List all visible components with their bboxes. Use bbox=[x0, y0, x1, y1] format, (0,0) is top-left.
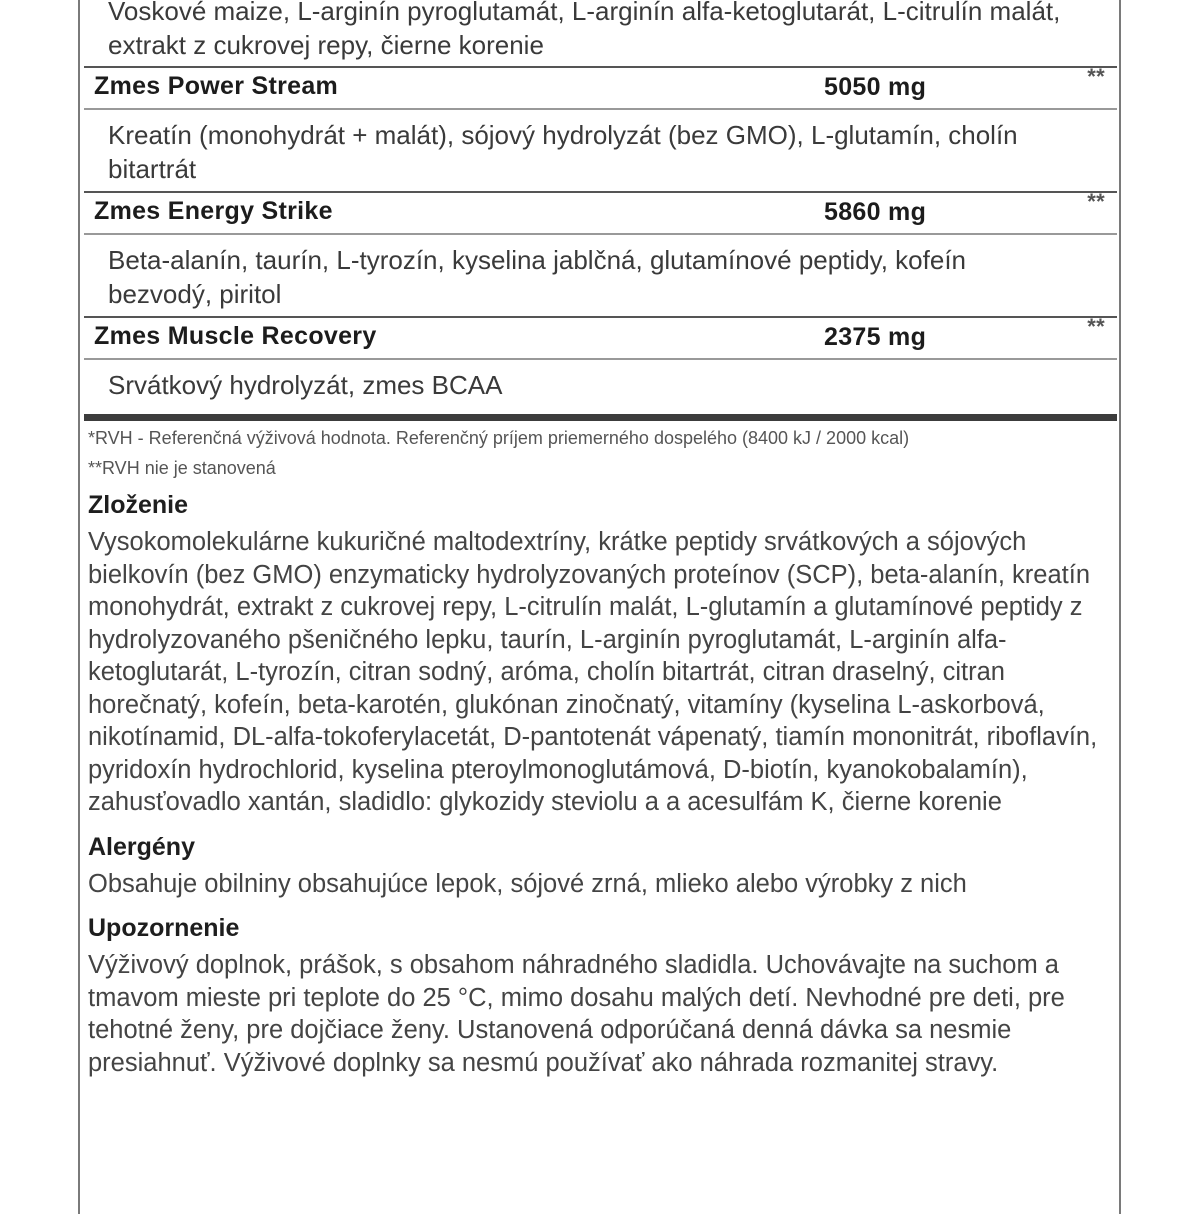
blend-description: Srvátkový hydrolyzát, zmes BCAA bbox=[108, 370, 503, 400]
footnote-rvh: *RVH - Referenčná výživová hodnota. Referenčný príjem priemerného dospelého (8400 kJ / 2000 kcal) bbox=[88, 428, 910, 448]
table-row bbox=[84, 66, 1117, 110]
rvh-mark: ** bbox=[1087, 189, 1105, 214]
blend-name: Zmes Muscle Recovery bbox=[94, 322, 377, 350]
blend-name: Zmes Power Stream bbox=[94, 72, 339, 100]
nutrition-table bbox=[84, 0, 1117, 421]
rvh-mark: ** bbox=[1087, 314, 1105, 339]
blend-description: Kreatín (monohydrát + malát), sójový hydrolyzát (bez GMO), L-glutamín, cholín bitartrát bbox=[108, 120, 1018, 184]
rvh-mark: ** bbox=[1087, 64, 1105, 89]
footnote-not-established: **RVH nie je stanovená bbox=[88, 458, 276, 478]
footnotes bbox=[80, 421, 1119, 481]
table-row bbox=[84, 191, 1117, 235]
blend-amount: 2375 mg bbox=[824, 323, 927, 351]
allergens-heading: Alergény bbox=[88, 832, 195, 861]
blend-description: Beta-alanín, taurín, L-tyrozín, kyselina jablčná, glutamínové peptidy, kofeín bezvodý, piritol bbox=[108, 245, 966, 309]
warning-text: Výživový doplnok, prášok, s obsahom náhradného sladidla. Uchovávajte na suchom a tmavom mieste pri teplote do 25 °C, mimo dosahu malých detí. Nevhodné pre deti, pre tehotné ženy, pre dojčiace ženy. Ustanovená odporúčaná denná dávka sa nesmie presiahnuť. Výživové doplnky sa nesmú používať ako náhrada rozmanitej stravy. bbox=[88, 951, 1065, 1077]
blend-amount: 5050 mg bbox=[824, 73, 927, 101]
composition-text: Vysokomolekulárne kukuričné maltodextríny, krátke peptidy srvátkových a sójových bielkovín (bez GMO) enzymaticky hydrolyzovaných proteínov (SCP), beta-alanín, kreatín monohydrát, extrakt z cukrovej repy, L-citrulín malát, L-glutamín a glutamínové peptidy z hydrolyzovaného pšeničného lepku, taurín, L-arginín pyroglutamát, L-arginín alfa-ketoglutarát, L-tyrozín, citran sodný, aróma, cholín bitartrát, citran draselný, citran horečnatý, kofeín, beta-karotén, glukónan zinočnatý, vitamíny (kyselina L-askorbová, nikotínamid, DL-alfa-tokoferylacetát, D-pantotenát vápenatý, tiamín mononitrát, riboflavín, pyridoxín hydrochlorid, kyselina pteroylmonoglutámová, D-biotín, kyanokobalamín), zahusťovadlo xantán, sladidlo: glykozidy steviolu a a acesulfám K, čierne korenie bbox=[88, 528, 1098, 816]
blend-amount: 5860 mg bbox=[824, 198, 927, 226]
allergens-text: Obsahuje obilniny obsahujúce lepok, sójové zrná, mlieko alebo výrobky z nich bbox=[88, 869, 967, 898]
warning-heading: Upozornenie bbox=[88, 914, 240, 942]
blend-name: Zmes Energy Strike bbox=[94, 197, 333, 225]
blend-description: Voskové maize, L-arginín pyroglutamát, L-arginín alfa-ketoglutarát, L-citrulín malát, extrakt z cukrovej repy, čierne korenie bbox=[108, 0, 1061, 60]
composition-heading: Zloženie bbox=[88, 491, 189, 519]
label-panel bbox=[78, 0, 1121, 1214]
table-row bbox=[84, 316, 1117, 360]
table-bottom-rule bbox=[84, 414, 1117, 421]
